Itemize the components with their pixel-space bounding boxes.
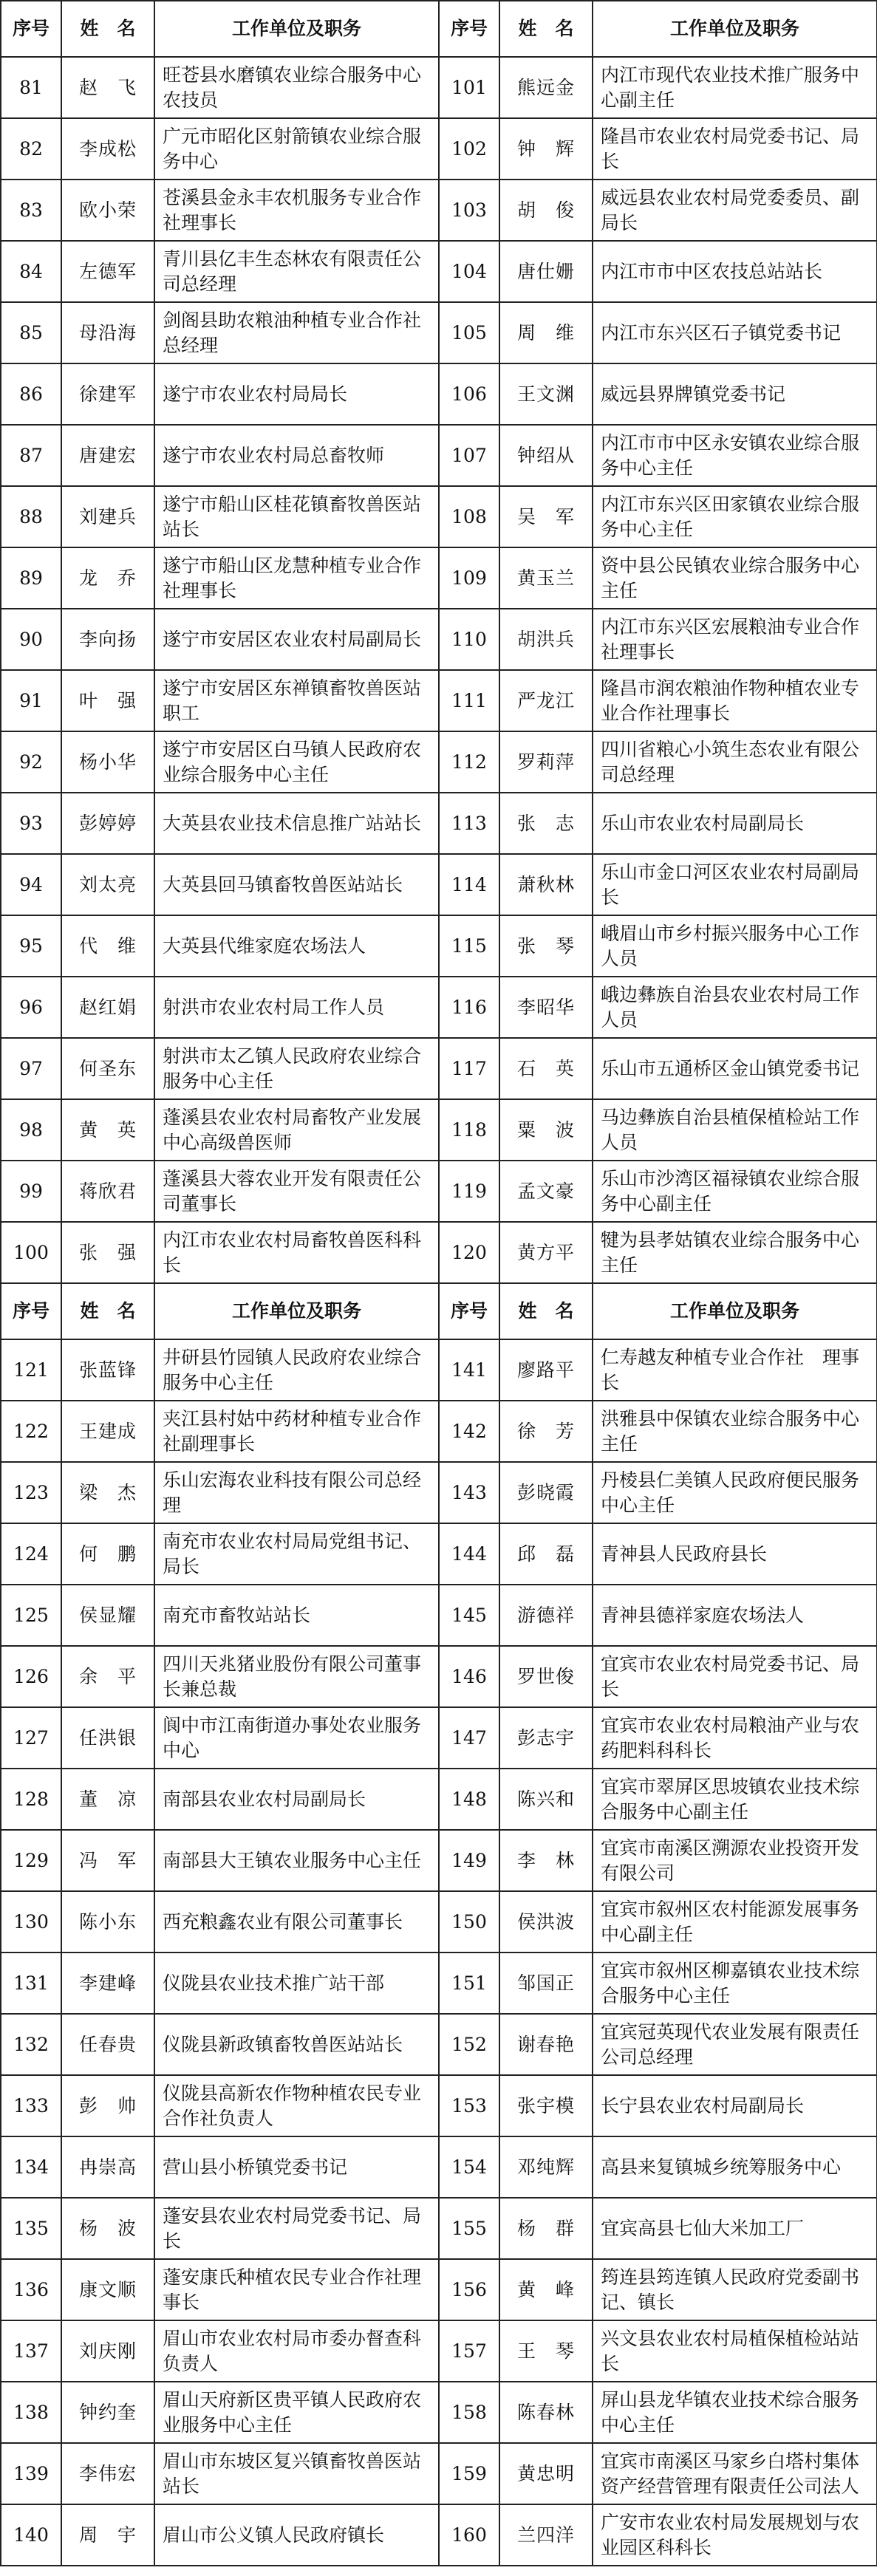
sequence-number: 112 xyxy=(439,731,499,793)
unit-and-position: 宜宾市南溪区溯源农业投资开发有限公司 xyxy=(593,1830,877,1891)
unit-and-position: 内江市市中区农技总站站长 xyxy=(593,241,877,302)
person-name: 刘太亮 xyxy=(61,854,154,915)
unit-and-position: 蓬溪县大蓉农业开发有限责任公司董事长 xyxy=(154,1161,439,1222)
sequence-number: 148 xyxy=(439,1769,499,1830)
table-row xyxy=(1,2198,877,2259)
person-name: 欧小荣 xyxy=(61,180,154,241)
unit-and-position: 南部县农业农村局副局长 xyxy=(154,1769,439,1830)
person-name: 张 志 xyxy=(499,793,593,854)
person-name: 张 琴 xyxy=(499,915,593,977)
unit-and-position: 遂宁市安居区农业农村局副局长 xyxy=(154,609,439,670)
person-name: 李建峰 xyxy=(61,1953,154,2014)
unit-and-position: 南充市畜牧站站长 xyxy=(154,1585,439,1646)
sequence-number: 156 xyxy=(439,2259,499,2320)
sequence-number: 99 xyxy=(1,1161,61,1222)
unit-and-position: 南部县大王镇农业服务中心主任 xyxy=(154,1830,439,1891)
table-row xyxy=(1,731,877,793)
person-name: 谢春艳 xyxy=(499,2014,593,2075)
unit-and-position: 广元市昭化区射箭镇农业综合服务中心 xyxy=(154,118,439,180)
table-row xyxy=(1,118,877,180)
unit-and-position: 乐山市农业农村局副局长 xyxy=(593,793,877,854)
table-row xyxy=(1,1891,877,1953)
sequence-number: 127 xyxy=(1,1707,61,1769)
person-name: 钟 辉 xyxy=(499,118,593,180)
unit-and-position: 四川省粮心小筑生态农业有限公司总经理 xyxy=(593,731,877,793)
person-name: 赵红娟 xyxy=(61,977,154,1038)
person-name: 兰四洋 xyxy=(499,2504,593,2566)
person-name: 严龙江 xyxy=(499,670,593,731)
column-header-seq: 序号 xyxy=(1,1283,61,1339)
table-row xyxy=(1,2259,877,2320)
sequence-number: 152 xyxy=(439,2014,499,2075)
person-name: 杨 波 xyxy=(61,2198,154,2259)
person-name: 代 维 xyxy=(61,915,154,977)
unit-and-position: 宜宾市农业农村局粮油产业与农药肥料科科长 xyxy=(593,1707,877,1769)
sequence-number: 108 xyxy=(439,486,499,547)
sequence-number: 133 xyxy=(1,2075,61,2136)
unit-and-position: 眉山市农业农村局市委办督查科负责人 xyxy=(154,2320,439,2382)
column-header-name: 姓 名 xyxy=(499,1,593,57)
person-name: 何 鹏 xyxy=(61,1523,154,1585)
person-name: 任春贵 xyxy=(61,2014,154,2075)
sequence-number: 136 xyxy=(1,2259,61,2320)
unit-and-position: 宜宾冠英现代农业发展有限责任公司总经理 xyxy=(593,2014,877,2075)
person-name: 唐仕姗 xyxy=(499,241,593,302)
column-header-seq: 序号 xyxy=(439,1,499,57)
unit-and-position: 青神县人民政府县长 xyxy=(593,1523,877,1585)
person-name: 彭 帅 xyxy=(61,2075,154,2136)
person-name: 熊远金 xyxy=(499,57,593,118)
unit-and-position: 青川县亿丰生态林农有限责任公司总经理 xyxy=(154,241,439,302)
person-name: 游德祥 xyxy=(499,1585,593,1646)
person-name: 周 宇 xyxy=(61,2504,154,2566)
person-name: 周 维 xyxy=(499,302,593,363)
sequence-number: 116 xyxy=(439,977,499,1038)
table-row xyxy=(1,1953,877,2014)
unit-and-position: 乐山市沙湾区福禄镇农业综合服务中心副主任 xyxy=(593,1161,877,1222)
unit-and-position: 营山县小桥镇党委书记 xyxy=(154,2136,439,2198)
sequence-number: 118 xyxy=(439,1099,499,1161)
sequence-number: 104 xyxy=(439,241,499,302)
sequence-number: 151 xyxy=(439,1953,499,2014)
unit-and-position: 仁寿越友种植专业合作社 理事长 xyxy=(593,1339,877,1401)
unit-and-position: 丹棱县仁美镇人民政府便民服务中心主任 xyxy=(593,1462,877,1523)
table-row xyxy=(1,1222,877,1283)
table-row xyxy=(1,915,877,977)
person-name: 邓纯辉 xyxy=(499,2136,593,2198)
person-name: 侯洪波 xyxy=(499,1891,593,1953)
person-name: 冯 军 xyxy=(61,1830,154,1891)
unit-and-position: 宜宾市翠屏区思坡镇农业技术综合服务中心副主任 xyxy=(593,1769,877,1830)
unit-and-position: 仪陇县农业技术推广站干部 xyxy=(154,1953,439,2014)
table-row xyxy=(1,425,877,486)
table-row xyxy=(1,977,877,1038)
sequence-number: 85 xyxy=(1,302,61,363)
person-name: 左德军 xyxy=(61,241,154,302)
table-row xyxy=(1,547,877,609)
sequence-number: 109 xyxy=(439,547,499,609)
person-name: 李成松 xyxy=(61,118,154,180)
person-name: 侯显耀 xyxy=(61,1585,154,1646)
person-name: 李昭华 xyxy=(499,977,593,1038)
sequence-number: 123 xyxy=(1,1462,61,1523)
unit-and-position: 马边彝族自治县植保植检站工作人员 xyxy=(593,1099,877,1161)
table-row xyxy=(1,2014,877,2075)
sequence-number: 115 xyxy=(439,915,499,977)
unit-and-position: 蓬安康氏种植农民专业合作社理事长 xyxy=(154,2259,439,2320)
sequence-number: 111 xyxy=(439,670,499,731)
unit-and-position: 宜宾市农业农村局党委书记、局长 xyxy=(593,1646,877,1707)
unit-and-position: 高县来复镇城乡统筹服务中心 xyxy=(593,2136,877,2198)
sequence-number: 97 xyxy=(1,1038,61,1099)
sequence-number: 117 xyxy=(439,1038,499,1099)
person-name: 张蓝锋 xyxy=(61,1339,154,1401)
person-name: 叶 强 xyxy=(61,670,154,731)
sequence-number: 96 xyxy=(1,977,61,1038)
sequence-number: 135 xyxy=(1,2198,61,2259)
sequence-number: 93 xyxy=(1,793,61,854)
table-row xyxy=(1,57,877,118)
table-row xyxy=(1,1099,877,1161)
sequence-number: 95 xyxy=(1,915,61,977)
unit-and-position: 隆昌市农业农村局党委书记、局长 xyxy=(593,118,877,180)
person-name: 刘建兵 xyxy=(61,486,154,547)
sequence-number: 126 xyxy=(1,1646,61,1707)
sequence-number: 160 xyxy=(439,2504,499,2566)
unit-and-position: 剑阁县助农粮油种植专业合作社总经理 xyxy=(154,302,439,363)
sequence-number: 82 xyxy=(1,118,61,180)
sequence-number: 149 xyxy=(439,1830,499,1891)
person-name: 彭晓霞 xyxy=(499,1462,593,1523)
unit-and-position: 大英县回马镇畜牧兽医站站长 xyxy=(154,854,439,915)
sequence-number: 145 xyxy=(439,1585,499,1646)
person-name: 龙 乔 xyxy=(61,547,154,609)
unit-and-position: 阆中市江南街道办事处农业服务中心 xyxy=(154,1707,439,1769)
unit-and-position: 兴文县农业农村局植保植检站站长 xyxy=(593,2320,877,2382)
unit-and-position: 广安市农业农村局发展规划与农业园区科科长 xyxy=(593,2504,877,2566)
table-row xyxy=(1,1769,877,1830)
table-row xyxy=(1,180,877,241)
unit-and-position: 内江市东兴区石子镇党委书记 xyxy=(593,302,877,363)
table-row xyxy=(1,302,877,363)
unit-and-position: 乐山市金口河区农业农村局副局长 xyxy=(593,854,877,915)
column-header-unit: 工作单位及职务 xyxy=(593,1283,877,1339)
person-name: 邱 磊 xyxy=(499,1523,593,1585)
person-name: 唐建宏 xyxy=(61,425,154,486)
person-name: 钟约奎 xyxy=(61,2382,154,2443)
sequence-number: 122 xyxy=(1,1401,61,1462)
table-row xyxy=(1,670,877,731)
unit-and-position: 威远县农业农村局党委委员、副局长 xyxy=(593,180,877,241)
table-row xyxy=(1,486,877,547)
sequence-number: 138 xyxy=(1,2382,61,2443)
unit-and-position: 内江市东兴区宏展粮油专业合作社理事长 xyxy=(593,609,877,670)
sequence-number: 92 xyxy=(1,731,61,793)
sequence-number: 110 xyxy=(439,609,499,670)
table-row xyxy=(1,1038,877,1099)
person-name: 钟绍从 xyxy=(499,425,593,486)
person-name: 黄方平 xyxy=(499,1222,593,1283)
unit-and-position: 内江市农业农村局畜牧兽医科科长 xyxy=(154,1222,439,1283)
column-header-seq: 序号 xyxy=(439,1283,499,1339)
unit-and-position: 遂宁市安居区东禅镇畜牧兽医站职工 xyxy=(154,670,439,731)
person-name: 董 凉 xyxy=(61,1769,154,1830)
sequence-number: 88 xyxy=(1,486,61,547)
person-name: 彭婷婷 xyxy=(61,793,154,854)
unit-and-position: 内江市东兴区田家镇农业综合服务中心主任 xyxy=(593,486,877,547)
person-name: 杨小华 xyxy=(61,731,154,793)
sequence-number: 107 xyxy=(439,425,499,486)
unit-and-position: 蓬安县农业农村局党委书记、局长 xyxy=(154,2198,439,2259)
unit-and-position: 内江市市中区永安镇农业综合服务中心主任 xyxy=(593,425,877,486)
sequence-number: 139 xyxy=(1,2443,61,2504)
person-name: 张 强 xyxy=(61,1222,154,1283)
unit-and-position: 遂宁市船山区桂花镇畜牧兽医站站长 xyxy=(154,486,439,547)
sequence-number: 125 xyxy=(1,1585,61,1646)
person-name: 孟文豪 xyxy=(499,1161,593,1222)
sequence-number: 147 xyxy=(439,1707,499,1769)
table-row xyxy=(1,2443,877,2504)
sequence-number: 87 xyxy=(1,425,61,486)
unit-and-position: 威远县界牌镇党委书记 xyxy=(593,363,877,425)
person-name: 粟 波 xyxy=(499,1099,593,1161)
table-row xyxy=(1,1585,877,1646)
person-name: 余 平 xyxy=(61,1646,154,1707)
person-name: 王建成 xyxy=(61,1401,154,1462)
unit-and-position: 四川天兆猪业股份有限公司董事长兼总裁 xyxy=(154,1646,439,1707)
column-header-name: 姓 名 xyxy=(61,1283,154,1339)
unit-and-position: 资中县公民镇农业综合服务中心主任 xyxy=(593,547,877,609)
table-row xyxy=(1,1707,877,1769)
unit-and-position: 眉山市东坡区复兴镇畜牧兽医站站长 xyxy=(154,2443,439,2504)
person-name: 吴 军 xyxy=(499,486,593,547)
sequence-number: 83 xyxy=(1,180,61,241)
column-header-name: 姓 名 xyxy=(499,1283,593,1339)
unit-and-position: 犍为县孝姑镇农业综合服务中心主任 xyxy=(593,1222,877,1283)
sequence-number: 142 xyxy=(439,1401,499,1462)
unit-and-position: 乐山市五通桥区金山镇党委书记 xyxy=(593,1038,877,1099)
table-row xyxy=(1,1401,877,1462)
person-name: 陈兴和 xyxy=(499,1769,593,1830)
person-name: 胡 俊 xyxy=(499,180,593,241)
column-header-seq: 序号 xyxy=(1,1,61,57)
person-name: 陈春林 xyxy=(499,2382,593,2443)
unit-and-position: 峨眉山市乡村振兴服务中心工作人员 xyxy=(593,915,877,977)
unit-and-position: 射洪市农业农村局工作人员 xyxy=(154,977,439,1038)
person-name: 李向扬 xyxy=(61,609,154,670)
unit-and-position: 苍溪县金永丰农机服务专业合作社理事长 xyxy=(154,180,439,241)
unit-and-position: 宜宾市叙州区柳嘉镇农业技术综合服务中心主任 xyxy=(593,1953,877,2014)
table-header-row xyxy=(1,1283,877,1339)
sequence-number: 98 xyxy=(1,1099,61,1161)
person-name: 母沿海 xyxy=(61,302,154,363)
unit-and-position: 乐山宏海农业科技有限公司总经理 xyxy=(154,1462,439,1523)
sequence-number: 100 xyxy=(1,1222,61,1283)
person-name: 罗世俊 xyxy=(499,1646,593,1707)
column-header-name: 姓 名 xyxy=(61,1,154,57)
sequence-number: 86 xyxy=(1,363,61,425)
unit-and-position: 遂宁市安居区白马镇人民政府农业综合服务中心主任 xyxy=(154,731,439,793)
unit-and-position: 大英县代维家庭农场法人 xyxy=(154,915,439,977)
sequence-number: 144 xyxy=(439,1523,499,1585)
table-row xyxy=(1,1830,877,1891)
unit-and-position: 仪陇县新政镇畜牧兽医站站长 xyxy=(154,2014,439,2075)
sequence-number: 102 xyxy=(439,118,499,180)
table-row xyxy=(1,2136,877,2198)
column-header-unit: 工作单位及职务 xyxy=(154,1,439,57)
person-name: 蒋欣君 xyxy=(61,1161,154,1222)
person-name: 张宇模 xyxy=(499,2075,593,2136)
sequence-number: 154 xyxy=(439,2136,499,2198)
person-name: 冉崇高 xyxy=(61,2136,154,2198)
roster-table-body xyxy=(1,1,877,2566)
unit-and-position: 宜宾高县七仙大米加工厂 xyxy=(593,2198,877,2259)
sequence-number: 134 xyxy=(1,2136,61,2198)
unit-and-position: 旺苍县水磨镇农业综合服务中心农技员 xyxy=(154,57,439,118)
unit-and-position: 眉山天府新区贵平镇人民政府农业服务中心主任 xyxy=(154,2382,439,2443)
unit-and-position: 遂宁市农业农村局局长 xyxy=(154,363,439,425)
unit-and-position: 筠连县筠连镇人民政府党委副书记、镇长 xyxy=(593,2259,877,2320)
table-row xyxy=(1,241,877,302)
person-name: 王文渊 xyxy=(499,363,593,425)
sequence-number: 140 xyxy=(1,2504,61,2566)
sequence-number: 91 xyxy=(1,670,61,731)
person-name: 廖路平 xyxy=(499,1339,593,1401)
person-name: 李伟宏 xyxy=(61,2443,154,2504)
unit-and-position: 南充市农业农村局局党组书记、局长 xyxy=(154,1523,439,1585)
table-row xyxy=(1,1523,877,1585)
person-name: 黄 峰 xyxy=(499,2259,593,2320)
sequence-number: 150 xyxy=(439,1891,499,1953)
sequence-number: 81 xyxy=(1,57,61,118)
sequence-number: 124 xyxy=(1,1523,61,1585)
table-row xyxy=(1,1646,877,1707)
sequence-number: 155 xyxy=(439,2198,499,2259)
sequence-number: 120 xyxy=(439,1222,499,1283)
person-name: 黄 英 xyxy=(61,1099,154,1161)
person-name: 石 英 xyxy=(499,1038,593,1099)
sequence-number: 121 xyxy=(1,1339,61,1401)
person-name: 赵 飞 xyxy=(61,57,154,118)
sequence-number: 113 xyxy=(439,793,499,854)
sequence-number: 105 xyxy=(439,302,499,363)
unit-and-position: 长宁县农业农村局副局长 xyxy=(593,2075,877,2136)
sequence-number: 130 xyxy=(1,1891,61,1953)
table-row xyxy=(1,2075,877,2136)
unit-and-position: 宜宾市南溪区马家乡白塔村集体资产经营管理有限责任公司法人 xyxy=(593,2443,877,2504)
sequence-number: 141 xyxy=(439,1339,499,1401)
sequence-number: 106 xyxy=(439,363,499,425)
person-name: 彭志宇 xyxy=(499,1707,593,1769)
unit-and-position: 青神县德祥家庭农场法人 xyxy=(593,1585,877,1646)
person-name: 黄忠明 xyxy=(499,2443,593,2504)
person-name: 黄玉兰 xyxy=(499,547,593,609)
table-header-row xyxy=(1,1,877,57)
sequence-number: 153 xyxy=(439,2075,499,2136)
person-name: 邹国正 xyxy=(499,1953,593,2014)
unit-and-position: 隆昌市润农粮油作物种植农业专业合作社理事长 xyxy=(593,670,877,731)
table-row xyxy=(1,2504,877,2566)
unit-and-position: 井研县竹园镇人民政府农业综合服务中心主任 xyxy=(154,1339,439,1401)
unit-and-position: 内江市现代农业技术推广服务中心副主任 xyxy=(593,57,877,118)
table-row xyxy=(1,363,877,425)
sequence-number: 137 xyxy=(1,2320,61,2382)
person-name: 李 林 xyxy=(499,1830,593,1891)
sequence-number: 103 xyxy=(439,180,499,241)
person-name: 徐 芳 xyxy=(499,1401,593,1462)
sequence-number: 119 xyxy=(439,1161,499,1222)
column-header-unit: 工作单位及职务 xyxy=(154,1283,439,1339)
unit-and-position: 射洪市太乙镇人民政府农业综合服务中心主任 xyxy=(154,1038,439,1099)
column-header-unit: 工作单位及职务 xyxy=(593,1,877,57)
sequence-number: 131 xyxy=(1,1953,61,2014)
table-row xyxy=(1,793,877,854)
sequence-number: 129 xyxy=(1,1830,61,1891)
unit-and-position: 峨边彝族自治县农业农村局工作人员 xyxy=(593,977,877,1038)
unit-and-position: 遂宁市农业农村局总畜牧师 xyxy=(154,425,439,486)
person-name: 胡洪兵 xyxy=(499,609,593,670)
sequence-number: 114 xyxy=(439,854,499,915)
unit-and-position: 眉山市公义镇人民政府镇长 xyxy=(154,2504,439,2566)
unit-and-position: 宜宾市叙州区农村能源发展事务中心副主任 xyxy=(593,1891,877,1953)
table-row xyxy=(1,1462,877,1523)
person-name: 康文顺 xyxy=(61,2259,154,2320)
person-name: 王 琴 xyxy=(499,2320,593,2382)
person-name: 杨 群 xyxy=(499,2198,593,2259)
sequence-number: 146 xyxy=(439,1646,499,1707)
sequence-number: 132 xyxy=(1,2014,61,2075)
unit-and-position: 遂宁市船山区龙慧种植专业合作社理事长 xyxy=(154,547,439,609)
sequence-number: 90 xyxy=(1,609,61,670)
unit-and-position: 大英县农业技术信息推广站站长 xyxy=(154,793,439,854)
sequence-number: 158 xyxy=(439,2382,499,2443)
table-row xyxy=(1,2382,877,2443)
person-name: 陈小东 xyxy=(61,1891,154,1953)
table-row xyxy=(1,2320,877,2382)
person-name: 梁 杰 xyxy=(61,1462,154,1523)
sequence-number: 143 xyxy=(439,1462,499,1523)
person-name: 刘庆刚 xyxy=(61,2320,154,2382)
table-row xyxy=(1,1339,877,1401)
person-name: 徐建军 xyxy=(61,363,154,425)
unit-and-position: 洪雅县中保镇农业综合服务中心主任 xyxy=(593,1401,877,1462)
table-row xyxy=(1,854,877,915)
sequence-number: 128 xyxy=(1,1769,61,1830)
table-row xyxy=(1,1161,877,1222)
person-name: 萧秋林 xyxy=(499,854,593,915)
unit-and-position: 仪陇县高新农作物种植农民专业合作社负责人 xyxy=(154,2075,439,2136)
unit-and-position: 西充粮鑫农业有限公司董事长 xyxy=(154,1891,439,1953)
person-name: 任洪银 xyxy=(61,1707,154,1769)
unit-and-position: 屏山县龙华镇农业技术综合服务中心主任 xyxy=(593,2382,877,2443)
sequence-number: 157 xyxy=(439,2320,499,2382)
sequence-number: 84 xyxy=(1,241,61,302)
person-name: 罗莉萍 xyxy=(499,731,593,793)
sequence-number: 89 xyxy=(1,547,61,609)
sequence-number: 159 xyxy=(439,2443,499,2504)
sequence-number: 94 xyxy=(1,854,61,915)
unit-and-position: 蓬溪县农业农村局畜牧产业发展中心高级兽医师 xyxy=(154,1099,439,1161)
unit-and-position: 夹江县村姑中药材种植专业合作社副理事长 xyxy=(154,1401,439,1462)
table-row xyxy=(1,609,877,670)
person-name: 何圣东 xyxy=(61,1038,154,1099)
sequence-number: 101 xyxy=(439,57,499,118)
